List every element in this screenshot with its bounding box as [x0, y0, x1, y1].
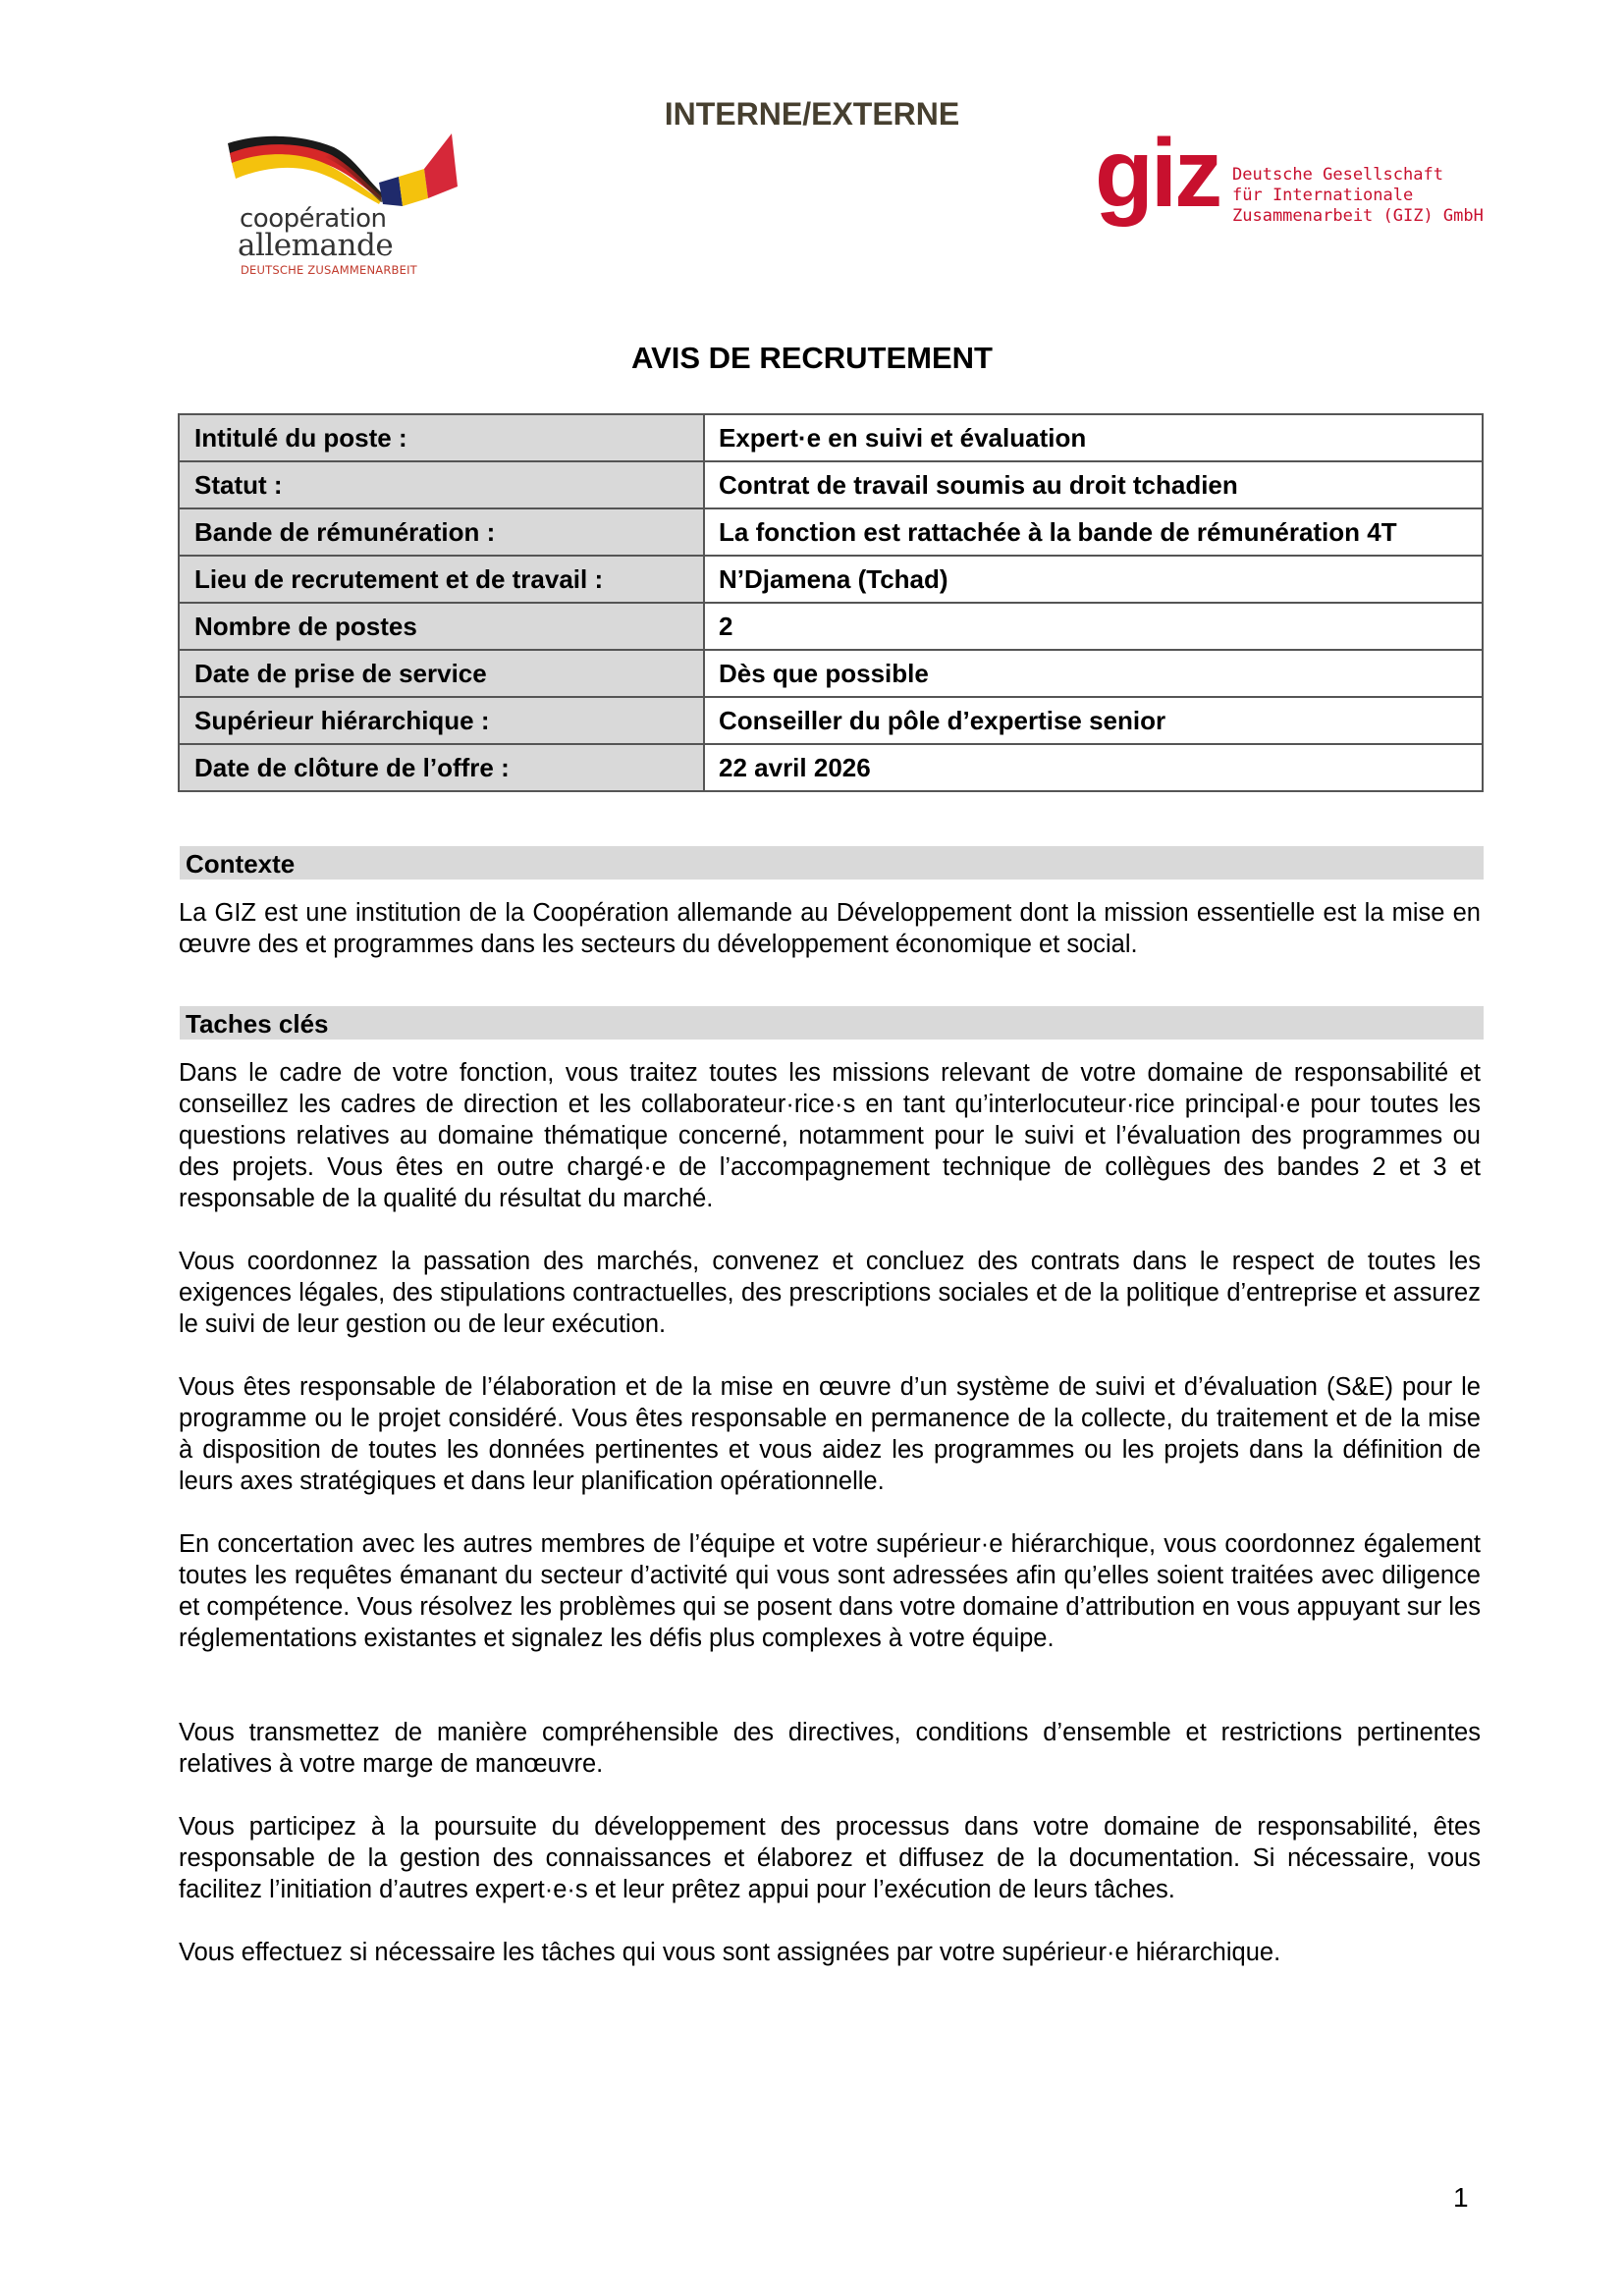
taches-paragraph-3: Vous êtes responsable de l’élaboration et de la mise en œuvre d’un système de suivi et d’évaluation (S&E) pour le programme ou le projet considéré. Vous êtes responsable en permanence de la collecte, du traitement et de la mise à disposition de toutes les données pertinentes et vous aidez les programmes ou les projets dans la définition de leurs axes stratégiques et dans leur planification opérationnelle. [179, 1373, 1481, 1495]
row-value: Dès que possible [704, 650, 1483, 697]
row-value: 2 [704, 603, 1483, 650]
row-value: La fonction est rattachée à la bande de rémunération 4T [704, 508, 1483, 556]
table-row [179, 556, 1483, 603]
taches-paragraph-4: En concertation avec les autres membres de l’équipe et votre supérieur·e hiérarchique, vous coordonnez également toutes les requêtes émanant du secteur d’activité qui vous sont adressées afin qu’elles soient traitées avec diligence et compétence. Vous résolvez les problèmes qui se posent dans votre domaine d’attribution en vous appuyant sur les réglementations existantes et signalez les défis plus complexes à votre équipe. [179, 1530, 1481, 1652]
taches-paragraph-1: Dans le cadre de votre fonction, vous traitez toutes les missions relevant de votre domaine de responsabilité et conseillez les cadres de direction et les collaborateur·rice·s en tant qu’interlocuteur·rice principal·e pour toutes les questions relatives au domaine thématique concerné, notamment pour le suivi et l’évaluation des programmes ou des projets. Vous êtes en outre chargé·e de l’accompagnement technique de collègues des bandes 2 et 3 et responsable de la qualité du résultat du marché. [179, 1059, 1481, 1212]
taches-paragraph-6: Vous participez à la poursuite du développement des processus dans votre domaine de responsabilité, êtes responsable de la gestion des connaissances et élaborez et diffusez de la documentation. Si nécessaire, vous facilitez l’initiation d’autres expert·e·s et leur prêtez appui pour l’exécution de leurs tâches. [179, 1813, 1481, 1903]
giz-name-line1: Deutsche Gesellschaft [1232, 165, 1443, 185]
giz-name-line3: Zusammenarbeit (GIZ) GmbH [1232, 206, 1484, 226]
taches-paragraph-7: Vous effectuez si nécessaire les tâches qui vous sont assignées par votre supérieur·e hiérarchique. [179, 1939, 1281, 1966]
section-heading-taches [180, 1006, 1484, 1040]
row-value: N’Djamena (Tchad) [704, 556, 1483, 603]
logo-left-line1: coopération [240, 204, 387, 234]
section-heading-text: Contexte [186, 849, 296, 879]
section-heading-text: Taches clés [186, 1009, 329, 1039]
table-row [179, 744, 1483, 791]
table-row [179, 414, 1483, 461]
table-row [179, 508, 1483, 556]
logo-left-line3: DEUTSCHE ZUSAMMENARBEIT [241, 263, 417, 277]
contexte-paragraph: La GIZ est une institution de la Coopération allemande au Développement dont la mission essentielle est la mise en œuvre des et programmes dans les secteurs du développement économique et social. [179, 899, 1481, 958]
row-label: Supérieur hiérarchique : [179, 697, 704, 744]
row-label: Statut : [179, 461, 704, 508]
distribution-label: INTERNE/EXTERNE [664, 96, 960, 132]
cooperation-allemande-logo [216, 128, 471, 275]
table-row [179, 650, 1483, 697]
row-value: Conseiller du pôle d’expertise senior [704, 697, 1483, 744]
table-row [179, 603, 1483, 650]
row-label: Nombre de postes [179, 603, 704, 650]
row-value: Expert·e en suivi et évaluation [704, 414, 1483, 461]
job-info-table [178, 413, 1484, 792]
row-label: Date de prise de service [179, 650, 704, 697]
row-label: Lieu de recrutement et de travail : [179, 556, 704, 603]
giz-name-line2: für Internationale [1232, 186, 1414, 205]
row-label: Bande de rémunération : [179, 508, 704, 556]
taches-paragraph-2: Vous coordonnez la passation des marchés, convenez et concluez des contrats dans le respect de toutes les exigences légales, des stipulations contractuelles, des prescriptions sociales et de la politique d’entreprise et assurez le suivi de leur gestion ou de leur exécution. [179, 1248, 1481, 1338]
giz-wordmark: giz [1095, 119, 1220, 227]
logo-left-line2: allemande [238, 228, 394, 263]
table-row [179, 697, 1483, 744]
table-row [179, 461, 1483, 508]
row-label: Intitulé du poste : [179, 414, 704, 461]
row-value: Contrat de travail soumis au droit tchadien [704, 461, 1483, 508]
section-heading-contexte [180, 846, 1484, 880]
row-label: Date de clôture de l’offre : [179, 744, 704, 791]
page-number: 1 [1453, 2182, 1469, 2213]
flag-ribbon-icon [216, 128, 471, 206]
taches-paragraph-5: Vous transmettez de manière compréhensible des directives, conditions d’ensemble et restrictions pertinentes relatives à votre marge de manœuvre. [179, 1719, 1481, 1778]
giz-full-name [1232, 165, 1484, 227]
document-title: AVIS DE RECRUTEMENT [630, 341, 993, 375]
giz-logo [1095, 119, 1488, 255]
row-value: 22 avril 2026 [704, 744, 1483, 791]
